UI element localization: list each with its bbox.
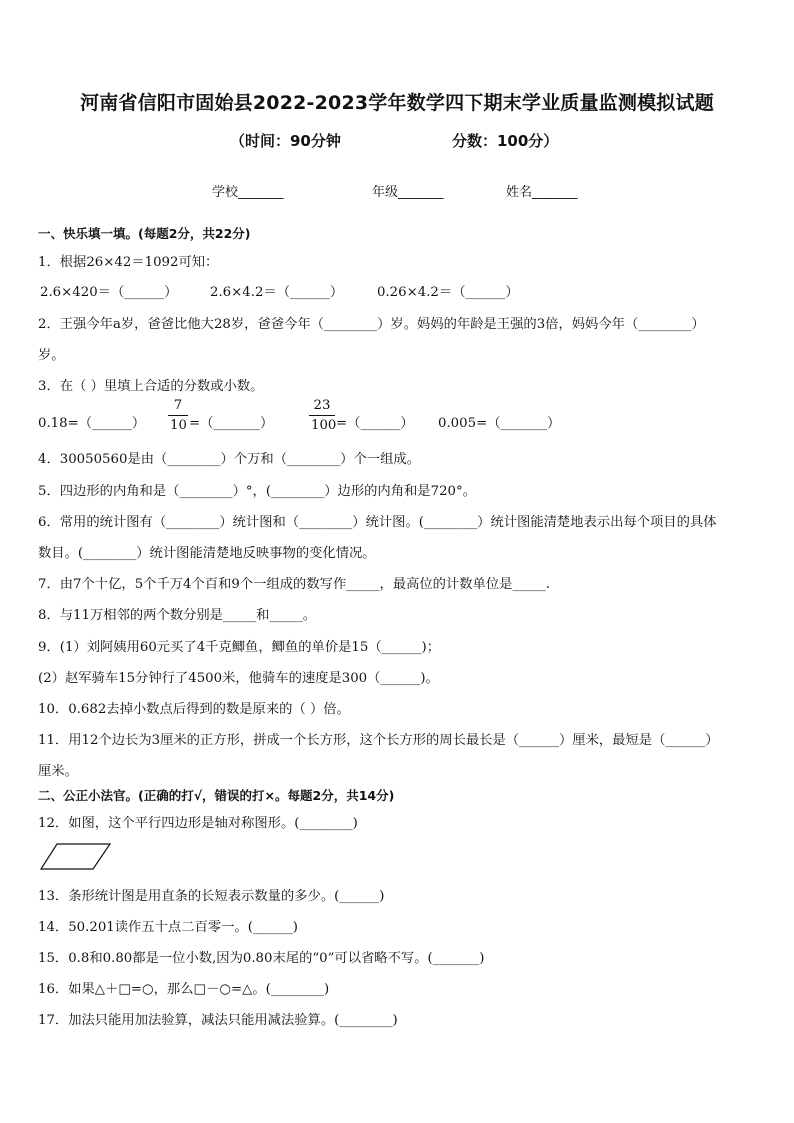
question-12: 12．如图，这个平行四边形是轴对称图形。(________) bbox=[38, 816, 358, 831]
question-1-part-a: 2.6×420＝（______） bbox=[40, 285, 178, 300]
question-3-fraction-b bbox=[168, 398, 188, 433]
question-6-line2: 数目。(________）统计图能清楚地反映事物的变化情况。 bbox=[38, 546, 376, 561]
question-1-part-b: 2.6×4.2＝（______） bbox=[210, 285, 344, 300]
question-7: 7．由7个十亿，5个千万4个百和9个一组成的数写作_____，最高位的计数单位是_____. bbox=[38, 577, 550, 592]
question-1-part-c: 0.26×4.2＝（______） bbox=[377, 285, 519, 300]
fraction-b-denominator: 10 bbox=[170, 418, 187, 433]
exam-score: 分数：100分） bbox=[452, 132, 559, 150]
school-field: 学校_______ bbox=[212, 185, 284, 200]
question-3-part-b: =（_______） bbox=[189, 416, 274, 431]
question-3-part-d: 0.005=（_______） bbox=[438, 416, 561, 431]
question-3-part-c: =（______） bbox=[336, 416, 414, 431]
fraction-c-bar bbox=[309, 415, 335, 416]
question-13: 13．条形统计图是用直条的长短表示数量的多少。(______) bbox=[38, 889, 385, 904]
question-11-line1: 11．用12个边长为3厘米的正方形，拼成一个长方形，这个长方形的周长最长是（______）厘米，最短是（______） bbox=[38, 733, 719, 748]
grade-field: 年级_______ bbox=[372, 185, 444, 200]
fraction-b-numerator: 7 bbox=[173, 398, 183, 413]
exam-title: 河南省信阳市固始县2022-2023学年数学四下期末学业质量监测模拟试题 bbox=[80, 92, 714, 114]
question-3-stem: 3．在（ ）里填上合适的分数或小数。 bbox=[38, 379, 264, 394]
question-4: 4．30050560是由（________）个万和（________）个一组成。 bbox=[38, 452, 420, 467]
question-6-line1: 6．常用的统计图有（________）统计图和（________）统计图。(________）统计图能清楚地表示出每个项目的具体 bbox=[38, 515, 717, 530]
section2-heading: 二、公正小法官。(正确的打√，错误的打×。每题2分，共14分) bbox=[38, 788, 395, 803]
fraction-c-numerator: 23 bbox=[313, 398, 331, 413]
question-8: 8．与11万相邻的两个数分别是_____和_____。 bbox=[38, 608, 317, 623]
question-3-fraction-c bbox=[309, 398, 335, 433]
parallelogram-shape bbox=[41, 844, 110, 869]
parallelogram-figure bbox=[40, 843, 112, 871]
question-17: 17．加法只能用加法验算，减法只能用减法验算。(________) bbox=[38, 1013, 398, 1028]
question-9-part1: 9．(1）刘阿姨用60元买了4千克鲫鱼，鲫鱼的单价是15（______)； bbox=[38, 640, 441, 655]
fraction-b-bar bbox=[168, 415, 188, 416]
question-11-line2: 厘米。 bbox=[38, 764, 78, 779]
question-3-part-a: 0.18=（______） bbox=[38, 416, 146, 431]
exam-time: （时间：90分钟 bbox=[230, 132, 341, 150]
question-2-line1: 2．王强今年a岁，爸爸比他大28岁，爸爸今年（________）岁。妈妈的年龄是王强的3倍，妈妈今年（________） bbox=[38, 317, 705, 332]
fraction-c-denominator: 100 bbox=[311, 418, 337, 433]
name-field: 姓名_______ bbox=[506, 185, 578, 200]
question-14: 14．50.201读作五十点二百零一。(______) bbox=[38, 920, 298, 935]
question-9-part2: (2）赵军骑车15分钟行了4500米，他骑车的速度是300（______)。 bbox=[38, 671, 439, 686]
section1-heading: 一、快乐填一填。(每题2分，共22分) bbox=[38, 226, 251, 241]
question-5: 5．四边形的内角和是（________）°，(________）边形的内角和是720°。 bbox=[38, 484, 476, 499]
question-15: 15．0.8和0.80都是一位小数,因为0.80末尾的“0”可以省略不写。(_______) bbox=[38, 951, 485, 966]
question-16: 16．如果△＋□=○，那么□－○=△。(________) bbox=[38, 982, 330, 997]
question-1-stem: 1．根据26×42＝1092可知： bbox=[38, 255, 219, 270]
question-2-line2: 岁。 bbox=[38, 348, 65, 363]
question-10: 10．0.682去掉小数点后得到的数是原来的（ ）倍。 bbox=[38, 702, 350, 717]
